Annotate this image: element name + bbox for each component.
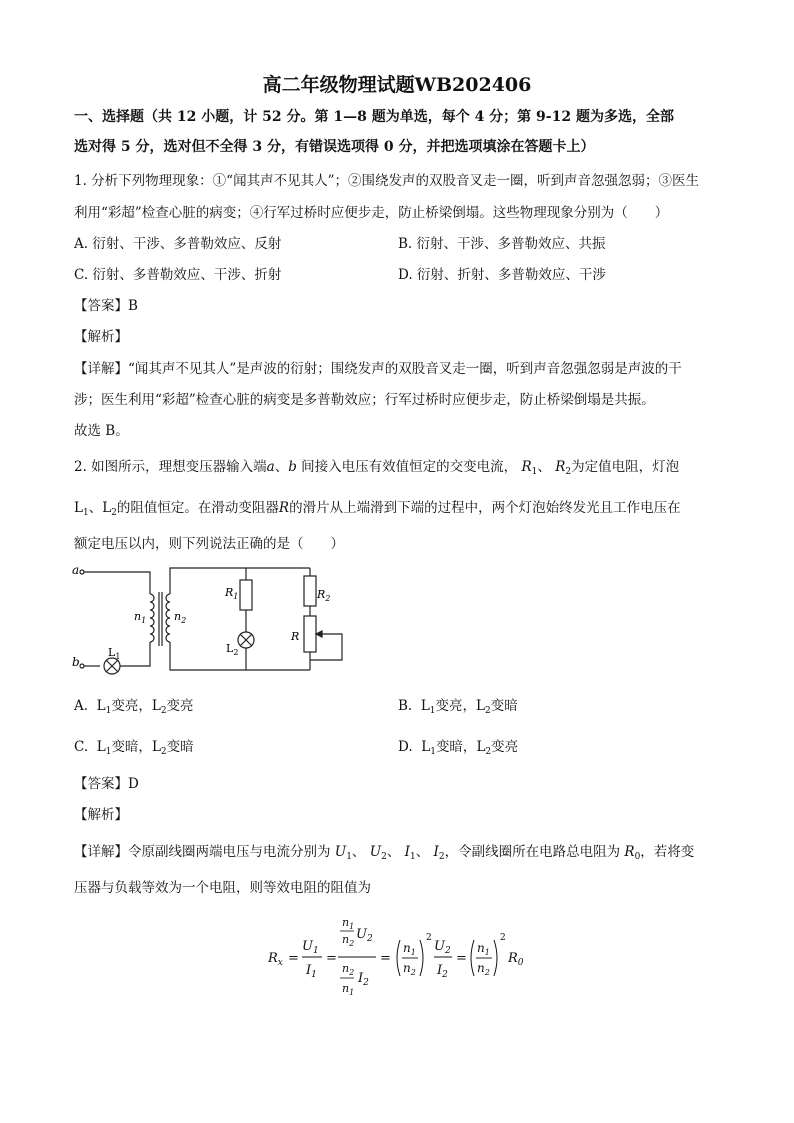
q2-stem-line-2: $L_1$、$L_2$的阻值恒定。在滑动变阻器R的滑片从上端滑到下端的过程中，两个灯泡始终发光且工作电压在 bbox=[74, 500, 681, 518]
resistor-r1 bbox=[240, 580, 252, 610]
section-heading-line-1: 一、选择题（共 12 小题，计 52 分。第 1—8 题为单选，每个 4 分；第 9-12 题为多选，全部 bbox=[74, 109, 674, 125]
q2-answer: 【答案】D bbox=[74, 776, 139, 792]
resistor-r2 bbox=[304, 576, 316, 606]
svg-text:=: = bbox=[326, 951, 337, 966]
q1-option-a: A. 衍射、干涉、多普勒效应、反射 bbox=[74, 236, 282, 252]
svg-text:I2: $I_2$ bbox=[437, 963, 448, 980]
q2-option-a: A. $L_1$变亮，$L_2$变亮 bbox=[74, 698, 194, 716]
svg-text:n2: $n_2$ bbox=[403, 961, 416, 977]
section-heading-line-2: 选对得 5 分，选对但不全得 3 分，有错误选项得 0 分，并把选项填涂在答题卡上） bbox=[74, 139, 595, 155]
terminal-b bbox=[80, 664, 84, 668]
q1-conclusion: 故选 B。 bbox=[74, 423, 129, 439]
q2-detail-line-2: 压器与负载等效为一个电阻，则等效电阻的阻值为 bbox=[74, 880, 371, 896]
svg-text:=: = bbox=[380, 951, 391, 966]
label-l1: $L_1$ bbox=[108, 646, 121, 661]
svg-text:n1: $n_1$ bbox=[477, 941, 490, 957]
svg-text:n2: $n_2$ bbox=[342, 933, 355, 948]
q2-detail-line-1: 【详解】令原副线圈两端电压与电流分别为 $U_1$、 $U_2$、 $I_1$、 $I_2$，令副线圈所在电路总电阻为 $R_0$，若将变 bbox=[74, 844, 695, 862]
label-r2: $R_2$ bbox=[317, 588, 331, 603]
label-r: R bbox=[291, 630, 300, 643]
svg-text:2: 2 bbox=[426, 933, 432, 943]
q2-circuit-diagram bbox=[70, 560, 360, 680]
svg-text:R0: $R_0$ bbox=[508, 951, 524, 968]
svg-text:n1: $n_1$ bbox=[342, 916, 355, 931]
svg-text:I2: $I_2$ bbox=[358, 971, 369, 988]
secondary-coil bbox=[166, 594, 170, 642]
q1-stem-line-2: 利用“彩超”检查心脏的病变；④行军过桥时应便步走，防止桥梁倒塌。这些物理现象分别为（ ） bbox=[74, 205, 669, 221]
q1-detail-line-2: 涉；医生利用“彩超”检查心脏的病变是多普勒效应；行军过桥时应便步走，防止桥梁倒塌是共振。 bbox=[74, 392, 655, 408]
slider-arrow bbox=[316, 631, 322, 637]
page-title: 高二年级物理试题WB202406 bbox=[262, 74, 532, 96]
q1-detail-line-1: 【详解】“闻其声不见其人”是声波的衍射；围绕发声的双股音叉走一圈，听到声音忽强忽弱是声波的干 bbox=[74, 361, 682, 377]
q1-stem-line-1: 1. 分析下列物理现象：①“闻其声不见其人”；②围绕发声的双股音叉走一圈，听到声音忽强忽弱；③医生 bbox=[74, 173, 699, 189]
label-b: b bbox=[72, 655, 80, 669]
q2-equation bbox=[262, 912, 542, 1004]
q1-answer: 【答案】B bbox=[74, 298, 138, 314]
svg-text:Rx: $R_x$ bbox=[268, 951, 283, 968]
svg-text:n2: $n_2$ bbox=[477, 961, 490, 977]
label-n2: $n_2$ bbox=[174, 610, 187, 625]
q2-option-c: C. $L_1$变暗，$L_2$变暗 bbox=[74, 739, 194, 757]
q1-option-b: B. 衍射、干涉、多普勒效应、共振 bbox=[398, 236, 606, 252]
svg-text:U2: $U_2$ bbox=[434, 939, 451, 956]
svg-text:I1: $I_1$ bbox=[306, 963, 317, 980]
primary-coil bbox=[150, 594, 154, 642]
terminal-a bbox=[80, 570, 84, 574]
label-a: a bbox=[72, 563, 80, 577]
svg-text:=: = bbox=[288, 951, 299, 966]
svg-text:=: = bbox=[456, 951, 467, 966]
q2-option-b: B. $L_1$变亮，$L_2$变暗 bbox=[398, 698, 518, 716]
q1-option-c: C. 衍射、多普勒效应、干涉、折射 bbox=[74, 267, 282, 283]
label-l2: $L_2$ bbox=[226, 642, 239, 657]
svg-text:n1: $n_1$ bbox=[342, 982, 355, 997]
q2-analysis: 【解析】 bbox=[74, 807, 128, 823]
rheostat-r bbox=[304, 616, 316, 652]
label-r1: $R_1$ bbox=[225, 586, 239, 601]
svg-text:U1: $U_1$ bbox=[302, 939, 319, 956]
q1-option-d: D. 衍射、折射、多普勒效应、干涉 bbox=[398, 267, 606, 283]
q2-option-d: D. $L_1$变暗，$L_2$变亮 bbox=[398, 739, 519, 757]
svg-text:U2: $U_2$ bbox=[356, 927, 373, 944]
q1-analysis: 【解析】 bbox=[74, 329, 128, 345]
svg-text:n2: $n_2$ bbox=[342, 962, 355, 977]
svg-text:2: 2 bbox=[500, 933, 506, 943]
label-n1: $n_1$ bbox=[134, 610, 147, 625]
q2-stem-line-3: 额定电压以内，则下列说法正确的是（ ） bbox=[74, 536, 344, 552]
q2-stem-line-1: 2. 如图所示，理想变压器输入端a、b 间接入电压有效值恒定的交变电流， $R_1$、 $R_2$为定值电阻，灯泡 bbox=[74, 459, 680, 477]
svg-text:n1: $n_1$ bbox=[403, 941, 416, 957]
